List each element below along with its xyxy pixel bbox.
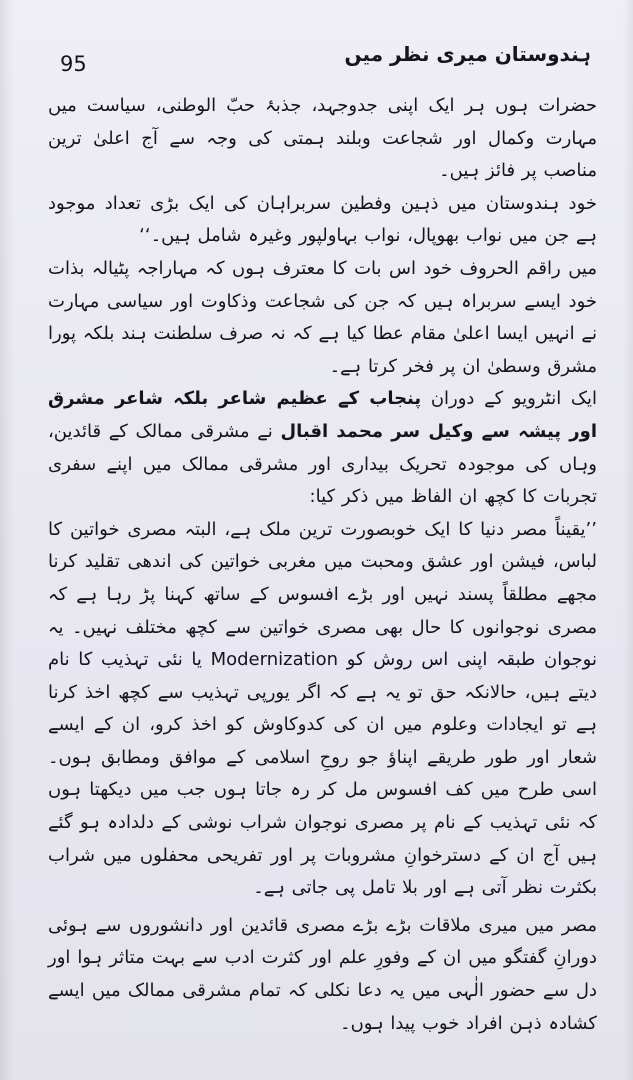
paragraph-iqbal-interview: [48, 383, 597, 513]
interview-intro: ایک انٹرویو کے دوران: [421, 388, 597, 410]
interview-topic: نے مشرقی ممالک کے قائدین، وہاں کی موجودہ تحریک بیداری اور مشرقی ممالک میں اپنے سفری تجربات کا کچھ ان الفاظ میں ذکر کیا:: [48, 420, 597, 508]
paragraph-egypt-meeting: مصر میں میری ملاقات بڑے بڑے مصری قائدین اور دانشوروں سے ہوئی دورانِ گفتگو میں ان کے وفورِ علم اور کثرت ادب سے بہت متاثر ہوا اور دل سے حضور الٰہی میں یہ دعا نکلی کہ تمام مشرقی ممالک میں ایسے کشادہ ذہن افراد خوب پیدا ہوں۔: [48, 914, 597, 1034]
iqbal-title: پنجاب کے عظیم شاعر بلکہ شاعر مشرق اور پیشہ سے وکیل سر محمد اقبال: [48, 388, 597, 442]
paragraph-india-rulers: خود ہندوستان میں ذہین وفطین سربراہان کی ایک بڑی تعداد موجود ہے جن میں نواب بھوپال، نواب بہاولپور وغیرہ شامل ہیں۔‘‘: [48, 192, 597, 247]
page-header: [42, 42, 591, 82]
running-title: ہندوستان میری نظر میں: [344, 42, 591, 66]
paragraph-leaders: حضرات ہوں ہر ایک اپنی جدوجہد، جذبۂ حبّ الوطنی، سیاست میں مہارت وکمال اور شجاعت وبلند ہمتی کی وجہ سے آج اعلیٰ ترین مناصب پر فائز ہیں۔: [48, 95, 597, 182]
quote-english-term: Modernization: [210, 649, 339, 671]
quotation: [48, 514, 597, 905]
paragraph-patiala: میں راقم الحروف خود اس بات کا معترف ہوں کہ مہاراجہ پٹیالہ بذات خود ایسے سربراہ ہیں کہ جن کی شجاعت وذکاوت اور سیاسی مہارت نے انہیں ایسا اعلیٰ مقام عطا کیا ہے کہ نہ صرف سلطنت ہند بلکہ پورا مشرق وسطیٰ ان پر فخر کرتا ہے۔: [48, 257, 597, 377]
quote-part-two: یا نئی تہذیب کا نام دیتے ہیں، حالانکہ حق تو یہ ہے کہ اگر یورپی تہذیب سے کچھ اخذ کرنا ہے تو ایجادات وعلوم میں ان کی کدوکاوش کو اخذ کرو، ان کے ایسے شعار اور طور طریقے اپناؤ جو روحِ اسلامی کے موافق ومطابق ہوں۔ اسی طرح میں کف افسوس مل کر رہ جاتا ہوں جب میں دیکھتا ہوں کہ نئی تہذیب کے نام پر مصری نوجوان شراب نوشی کے دلدادہ ہو گئے ہیں آج ان کے دسترخوانِ مشروبات پر اور تفریحی محفلوں میں شراب بکثرت نظر آتی ہے اور بلا تامل پی جاتی ہے۔: [48, 649, 597, 899]
quote-part-one: ’’یقیناً مصر دنیا کا ایک خوبصورت ترین ملک ہے، البتہ مصری خواتین کا لباس، فیشن اور عشق ومحبت میں مغربی خواتین کی اندھی تقلید کرنا مجھے مطلقاً پسند نہیں اور بڑے افسوس کے ساتھ کہنا پڑ رہا ہے کہ مصری نوجوانوں کا حال بھی مصری خواتین سے کچھ مختلف نہیں۔ یہ نوجوان طبقہ اپنی اس روش کو: [48, 518, 597, 671]
page-number: 95: [60, 52, 87, 76]
page-body: [48, 90, 597, 1040]
